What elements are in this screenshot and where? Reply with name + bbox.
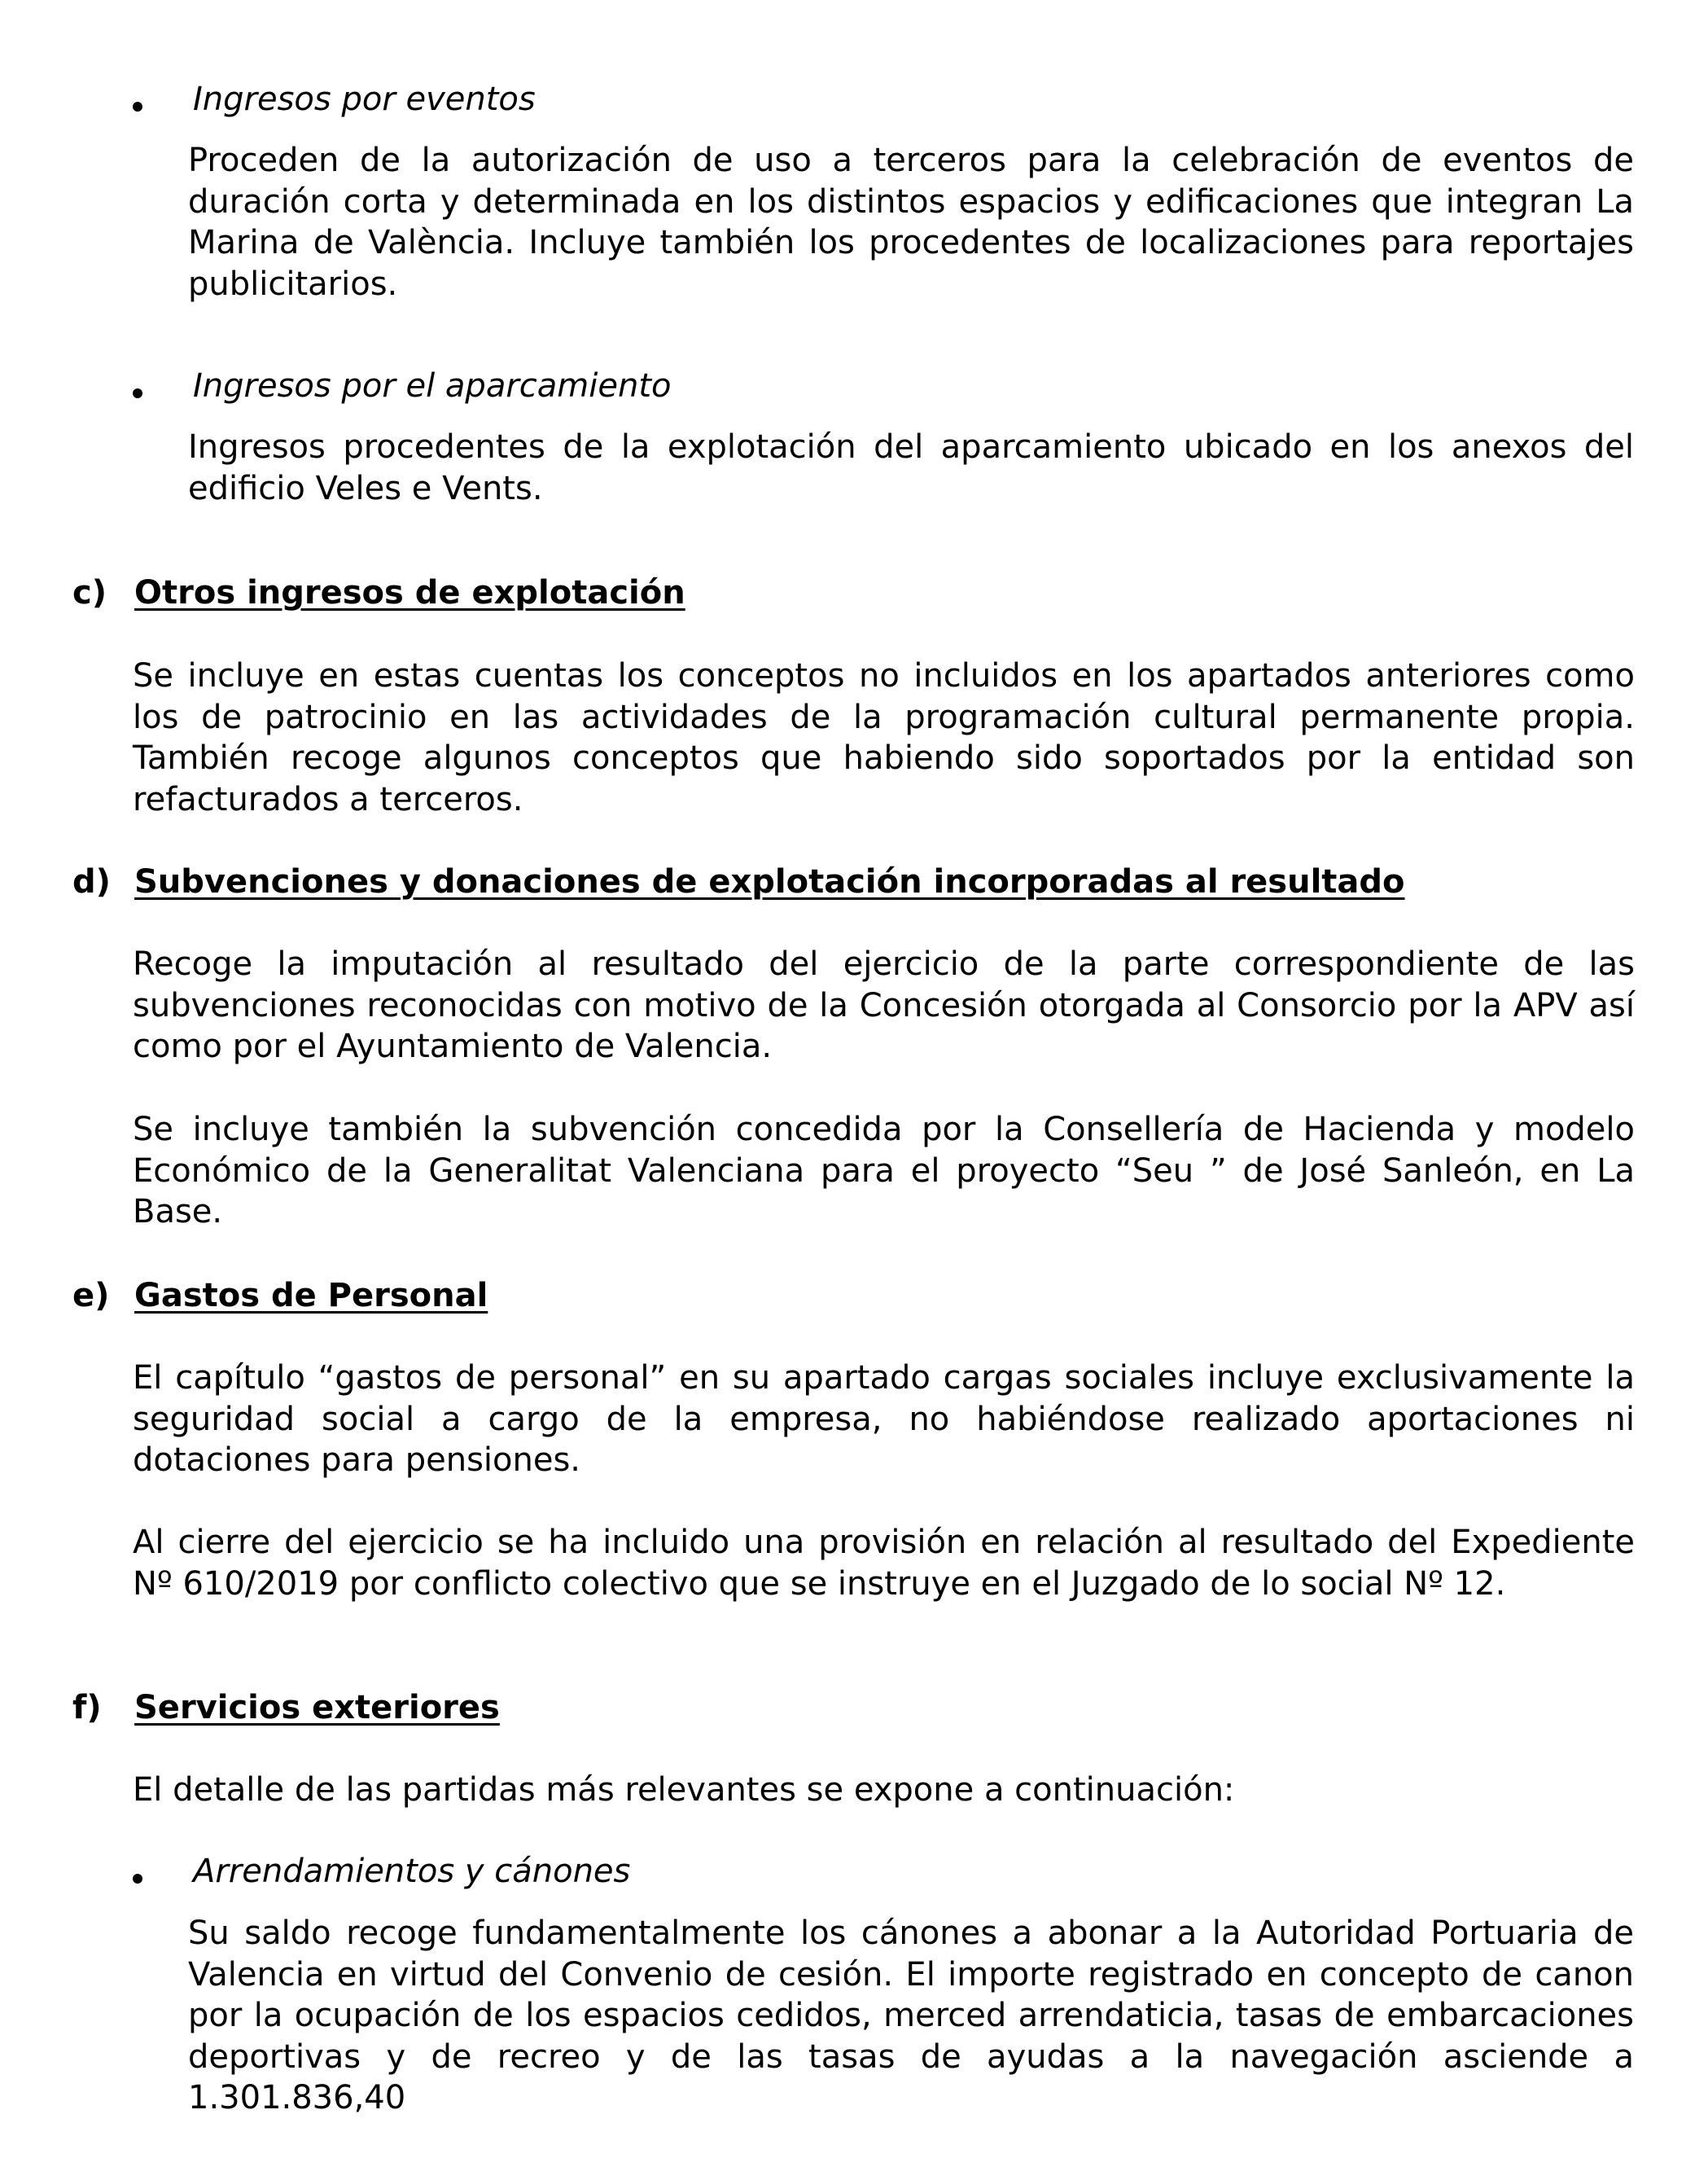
paragraph-arrendamientos: Su saldo recoge fundamentalmente los cánones a abonar a la Autoridad Portuaria de Valencia en virtud del Convenio de cesión. El importe registrado en concepto de canon por la ocupación de los espacios cedidos, merced arrendaticia, tasas de embarcaciones deportivas y de recreo y de las tasas de ayudas a la navegación asciende a 1.301.836,40 [188, 1915, 1634, 2116]
section-title-servicios-exteriores: Servicios exteriores [134, 1689, 500, 1726]
section-letter-c: c) [72, 574, 107, 612]
bullet-title-eventos: Ingresos por eventos [193, 81, 536, 118]
section-letter-e: e) [72, 1277, 110, 1314]
paragraph-aparcamiento: Ingresos procedentes de la explotación del aparcamiento ubicado en los anexos del edificio Veles e Vents. [188, 428, 1634, 507]
paragraph-gastos-personal-1: El capítulo “gastos de personal” en su apartado cargas sociales incluye exclusivamente la seguridad social a cargo de la empresa, no habiéndose realizado aportaciones ni dotaciones para pensiones. [133, 1359, 1635, 1479]
bullet-dot [133, 102, 142, 112]
paragraph-subvenciones-1: Recoge la imputación al resultado del ejercicio de la parte correspondiente de las subvenciones reconocidas con motivo de la Concesión otorgada al Consorcio por la APV así como por el Ayuntamiento de Valencia. [133, 945, 1635, 1065]
paragraph-subvenciones-2: Se incluye también la subvención concedida por la Consellería de Hacienda y modelo Económico de la Generalitat Valenciana para el proyecto “Seu ” de José Sanleón, en La Base. [133, 1111, 1635, 1230]
paragraph-servicios-exteriores: El detalle de las partidas más relevantes se expone a continuación: [133, 1771, 1235, 1809]
bullet-dot [133, 388, 142, 398]
section-letter-f: f) [72, 1689, 102, 1726]
bullet-dot [133, 1874, 142, 1884]
bullet-title-arrendamientos: Arrendamientos y cánones [193, 1853, 631, 1890]
section-title-otros-ingresos: Otros ingresos de explotación [134, 574, 685, 612]
section-letter-d: d) [72, 863, 111, 901]
section-title-subvenciones: Subvenciones y donaciones de explotación incorporadas al resultado [134, 863, 1405, 901]
paragraph-otros-ingresos: Se incluye en estas cuentas los conceptos no incluidos en los apartados anteriores como los de patrocinio en las actividades de la programación cultural permanente propia. También recoge algunos conceptos que habiendo sido soportados por la entidad son refacturados a terceros. [133, 657, 1635, 818]
section-title-gastos-personal: Gastos de Personal [134, 1277, 488, 1314]
paragraph-gastos-personal-2: Al cierre del ejercicio se ha incluido una provisión en relación al resultado del Expediente Nº 610/2019 por conflicto colectivo que se instruye en el Juzgado de lo social Nº 12. [133, 1524, 1635, 1603]
bullet-title-aparcamiento: Ingresos por el aparcamiento [193, 367, 672, 405]
paragraph-eventos: Proceden de la autorización de uso a terceros para la celebración de eventos de duración corta y determinada en los distintos espacios y edificaciones que integran La Marina de València. Incluye también los procedentes de localizaciones para reportajes publicitarios. [188, 142, 1634, 303]
